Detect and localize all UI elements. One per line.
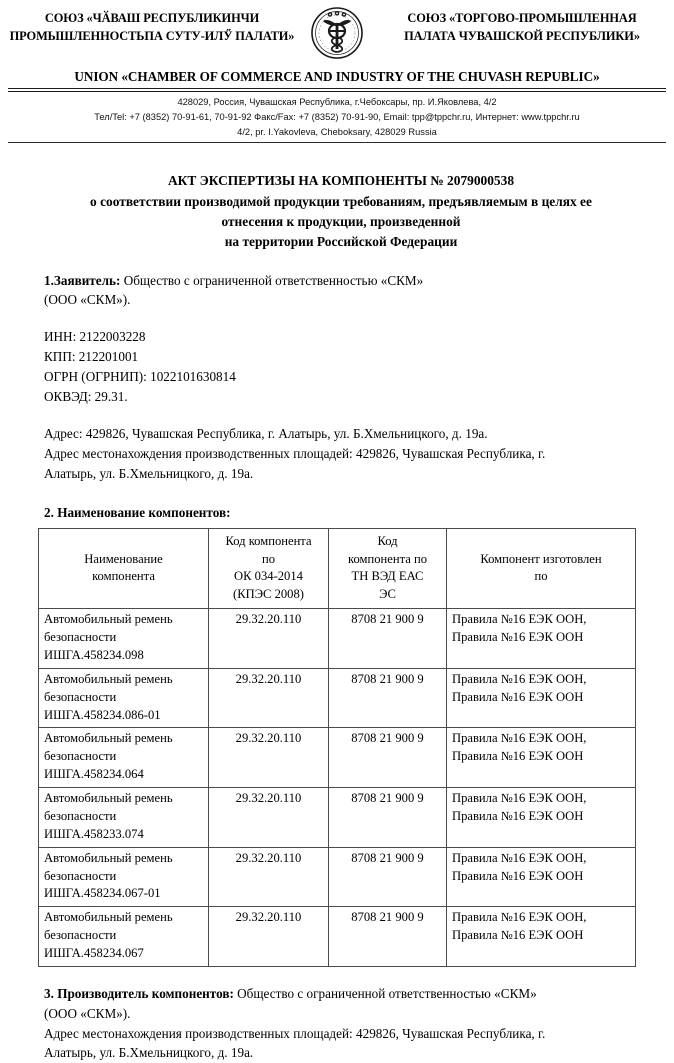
letterhead-contact-address: 428029, Россия, Чувашская Республика, г.Чебоксары, пр. И.Яковлева, 4/2	[177, 97, 497, 107]
column-header-okpd-line-3: ОК 034-2014	[234, 569, 303, 584]
cell-okpd-code: 29.32.20.110	[209, 609, 329, 669]
component-designation: ИШГА.458233.074	[44, 826, 144, 841]
cell-manufactured-per	[447, 609, 636, 669]
component-designation: ИШГА.458234.064	[44, 767, 144, 782]
table-row	[39, 728, 636, 788]
section-3-production-address-line-2: Алатырь, ул. Б.Хмельницкого, д. 19а.	[44, 1045, 254, 1061]
component-name-line-1: Автомобильный ремень	[44, 731, 173, 746]
letterhead-union-line: UNION «CHAMBER OF COMMERCE AND INDUSTRY OF THE CHUVASH REPUBLIC»	[74, 69, 600, 84]
column-header-okpd-line-1: Код компонента	[225, 533, 312, 548]
column-header-okpd-line-2: по	[261, 551, 276, 566]
applicant-production-address-line-1: Адрес местонахождения производственных площадей: 429826, Чувашская Республика, г.	[44, 446, 546, 462]
document-title-line-4: на территории Российской Федерации	[224, 234, 458, 250]
manufactured-per-line-1: Правила №16 ЕЭК ООН,	[452, 612, 587, 627]
letterhead-contact-phones: Тел/Tel: +7 (8352) 70-91-61, 70-91-92 Факс/Fax: +7 (8352) 70-91-90, Email: tpp@tppchr.ru, Интернет: www.tppchr.ru	[94, 112, 580, 123]
column-header-manufactured-per	[447, 528, 636, 609]
table-row	[39, 788, 636, 848]
cell-okpd-code: 29.32.20.110	[209, 728, 329, 788]
cell-tnved-code: 8708 21 900 9	[329, 847, 447, 907]
document-title-line-2: о соответствии производимой продукции требованиям, предъявляемым в целях ее	[90, 193, 592, 209]
cell-tnved-code: 8708 21 900 9	[329, 907, 447, 967]
applicant-address: Адрес: 429826, Чувашская Республика, г. Алатырь, ул. Б.Хмельницкого, д. 19а.	[44, 426, 488, 442]
chamber-of-commerce-emblem	[304, 4, 370, 63]
cell-manufactured-per	[447, 728, 636, 788]
letterhead-contact-address-latin: 4/2, pr. I.Yakovleva, Cheboksary, 428029 Russia	[237, 127, 437, 138]
cell-manufactured-per	[447, 668, 636, 728]
component-designation: ИШГА.458234.067-01	[44, 886, 161, 901]
letterhead-russian-line-1: СОЮЗ «ТОРГОВО-ПРОМЫШЛЕННАЯ	[407, 11, 637, 25]
component-name-line-2: безопасности	[44, 630, 117, 645]
column-header-okpd-line-4: (КПЭС 2008)	[233, 587, 304, 602]
column-header-tnved-code	[329, 528, 447, 609]
cell-okpd-code: 29.32.20.110	[209, 668, 329, 728]
cell-component-name	[39, 668, 209, 728]
cell-component-name	[39, 728, 209, 788]
applicant-addresses	[44, 424, 638, 483]
column-header-component-name	[39, 528, 209, 609]
applicant-kpp: КПП: 212201001	[44, 349, 139, 365]
cell-okpd-code: 29.32.20.110	[209, 847, 329, 907]
manufactured-per-line-2: Правила №16 ЕЭК ООН	[452, 928, 584, 943]
cell-manufactured-per	[447, 847, 636, 907]
manufactured-per-line-1: Правила №16 ЕЭК ООН,	[452, 850, 587, 865]
applicant-short-name: (ООО «СКМ»).	[44, 292, 131, 308]
applicant-label: 1.Заявитель:	[44, 272, 121, 288]
document-title-line-3: отнесения к продукции, произведенной	[221, 213, 461, 229]
section-2-heading: 2. Наименование компонентов:	[44, 504, 231, 520]
table-row	[39, 847, 636, 907]
cell-manufactured-per	[447, 788, 636, 848]
letterhead-contacts	[8, 92, 666, 142]
applicant-section	[44, 271, 638, 311]
section-3-production-address-line-1: Адрес местонахождения производственных площадей: 429826, Чувашская Республика, г.	[44, 1025, 546, 1041]
column-header-component-name-line-2: компонента	[92, 569, 155, 584]
column-header-component-name-line-1: Наименование	[84, 551, 163, 566]
table-row	[39, 668, 636, 728]
component-name-line-1: Автомобильный ремень	[44, 612, 173, 627]
applicant-ogrn: ОГРН (ОГРНИП): 1022101630814	[44, 369, 236, 385]
letterhead-title-russian	[378, 4, 666, 45]
column-header-okpd-code	[209, 528, 329, 609]
letterhead-titles-row	[8, 4, 666, 63]
cell-tnved-code: 8708 21 900 9	[329, 609, 447, 669]
component-name-line-2: безопасности	[44, 689, 117, 704]
column-header-tnved-line-3: ТН ВЭД ЕАС	[351, 569, 424, 584]
component-name-line-1: Автомобильный ремень	[44, 910, 173, 925]
cell-tnved-code: 8708 21 900 9	[329, 728, 447, 788]
manufactured-per-line-1: Правила №16 ЕЭК ООН,	[452, 791, 587, 806]
manufactured-per-line-1: Правила №16 ЕЭК ООН,	[452, 731, 587, 746]
applicant-name: Общество с ограниченной ответственностью «СКМ»	[123, 272, 424, 288]
manufactured-per-line-1: Правила №16 ЕЭК ООН,	[452, 910, 587, 925]
document-title	[44, 171, 638, 253]
applicant-okved: ОКВЭД: 29.31.	[44, 389, 128, 405]
component-name-line-2: безопасности	[44, 749, 117, 764]
cell-tnved-code: 8708 21 900 9	[329, 668, 447, 728]
applicant-requisites	[44, 327, 638, 407]
manufactured-per-line-2: Правила №16 ЕЭК ООН	[452, 749, 584, 764]
manufactured-per-line-1: Правила №16 ЕЭК ООН,	[452, 671, 587, 686]
component-designation: ИШГА.458234.086-01	[44, 707, 161, 722]
component-name-line-2: безопасности	[44, 928, 117, 943]
cell-manufactured-per	[447, 907, 636, 967]
cell-component-name	[39, 907, 209, 967]
component-name-line-1: Автомобильный ремень	[44, 850, 173, 865]
component-name-line-1: Автомобильный ремень	[44, 791, 173, 806]
manufactured-per-line-2: Правила №16 ЕЭК ООН	[452, 868, 584, 883]
component-name-line-2: безопасности	[44, 868, 117, 883]
letterhead-title-chuvash	[8, 4, 296, 45]
components-table-body	[39, 609, 636, 967]
column-header-tnved-line-2: компонента по	[347, 551, 428, 566]
applicant-production-address-line-2: Алатырь, ул. Б.Хмельницкого, д. 19а.	[44, 466, 254, 482]
section-3-manufacturer	[44, 984, 638, 1063]
document-title-line-1: АКТ ЭКСПЕРТИЗЫ НА КОМПОНЕНТЫ № 2079000538	[167, 173, 515, 189]
component-designation: ИШГА.458234.067	[44, 946, 144, 961]
column-header-manufactured-line-2: по	[534, 569, 548, 584]
table-row	[39, 907, 636, 967]
section-3-name: Общество с ограниченной ответственностью «СКМ»	[237, 985, 537, 1001]
cell-tnved-code: 8708 21 900 9	[329, 788, 447, 848]
cell-component-name	[39, 788, 209, 848]
section-3-short-name: (ООО «СКМ»).	[44, 1005, 131, 1021]
cell-component-name	[39, 847, 209, 907]
cell-okpd-code: 29.32.20.110	[209, 907, 329, 967]
components-table	[38, 528, 636, 967]
component-name-line-1: Автомобильный ремень	[44, 671, 173, 686]
table-row	[39, 609, 636, 669]
applicant-inn: ИНН: 2122003228	[44, 329, 146, 345]
component-designation: ИШГА.458234.098	[44, 647, 144, 662]
letterhead-chuvash-line-2: ПРОМЫШЛЕННОСТЬПА СУТУ-ИЛӲ ПАЛАТИ»	[9, 28, 295, 43]
cell-component-name	[39, 609, 209, 669]
components-table-head	[39, 528, 636, 609]
letterhead	[0, 0, 674, 143]
column-header-manufactured-line-1: Компонент изготовлен	[480, 551, 602, 566]
cell-okpd-code: 29.32.20.110	[209, 788, 329, 848]
letterhead-russian-line-2: ПАЛАТА ЧУВАШСКОЙ РЕСПУБЛИКИ»	[404, 28, 640, 43]
manufactured-per-line-2: Правила №16 ЕЭК ООН	[452, 808, 584, 823]
manufactured-per-line-2: Правила №16 ЕЭК ООН	[452, 689, 584, 704]
document-body	[0, 171, 674, 1063]
component-name-line-2: безопасности	[44, 808, 117, 823]
letterhead-chuvash-line-1: СОЮЗ «ЧӐВАШ РЕСПУБЛИКИНЧИ	[44, 11, 260, 25]
manufactured-per-line-2: Правила №16 ЕЭК ООН	[452, 630, 584, 645]
letterhead-bottom-rule	[8, 142, 666, 143]
section-3-label: 3. Производитель компонентов:	[44, 985, 234, 1001]
table-header-row	[39, 528, 636, 609]
column-header-tnved-line-1: Код	[377, 533, 398, 548]
column-header-tnved-line-4: ЭС	[379, 587, 396, 602]
